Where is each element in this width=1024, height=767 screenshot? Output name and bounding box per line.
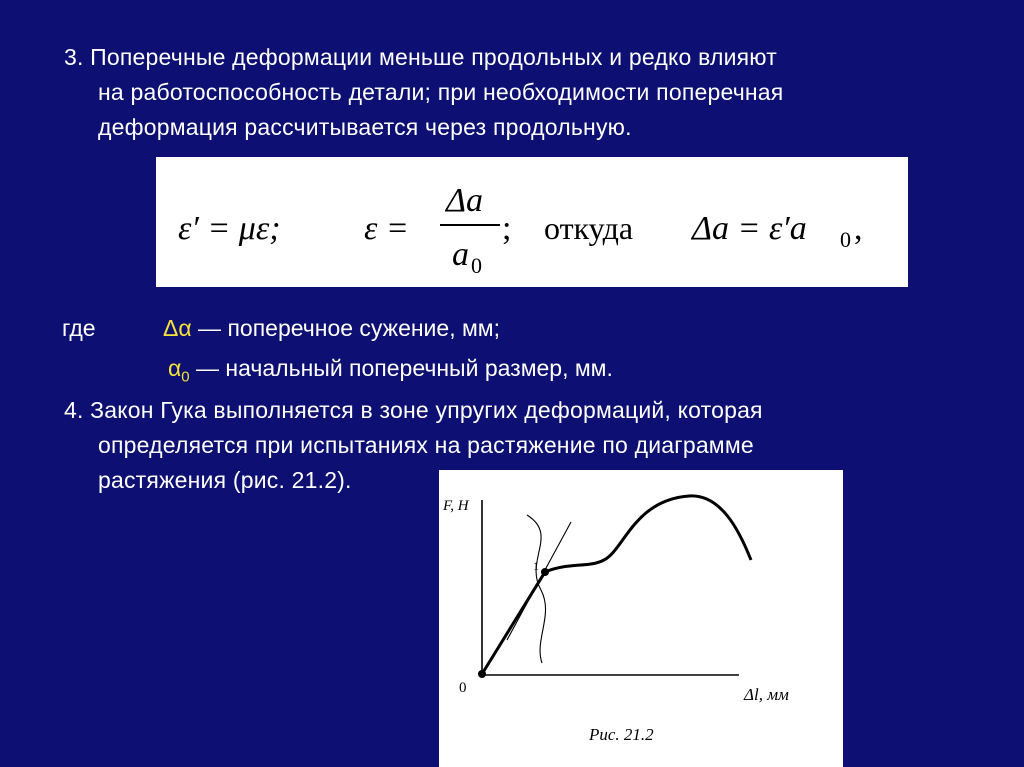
where-label: где — [62, 315, 96, 341]
formula-part-3: Δa = ε′a — [692, 210, 807, 247]
definition-2-symbol — [168, 355, 190, 386]
figure-21-2 — [439, 470, 843, 767]
y-axis-label: F, H — [443, 498, 469, 514]
origin-label: 0 — [459, 680, 467, 696]
origin-point — [478, 670, 486, 678]
paragraph-3-line-1: 3. Поперечные деформации меньше продольных и редко влияют — [64, 44, 777, 70]
definition-2-text: — начальный поперечный размер, мм. — [189, 355, 613, 381]
paragraph-3-line-2: на работоспособность детали; при необходимости поперечная — [98, 79, 784, 105]
formula-semicolon: ; — [502, 210, 512, 247]
point-label: 1 — [533, 559, 539, 573]
figure-caption: Рис. 21.2 — [589, 725, 654, 744]
tension-diagram — [439, 470, 843, 767]
formula — [156, 157, 908, 287]
formula-part-1: ε′ = με; — [178, 210, 281, 247]
x-axis-label: Δl, мм — [744, 685, 789, 704]
formula-denominator-sub: 0 — [471, 253, 482, 278]
definition-1-symbol: Δα — [163, 315, 192, 341]
paragraph-4-line-1: 4. Закон Гука выполняется в зоне упругих деформаций, которая — [64, 397, 763, 423]
paragraph-3-line-3: деформация рассчитывается через продольную. — [98, 114, 632, 140]
paragraph-3 — [64, 40, 783, 145]
formula-box — [156, 157, 908, 287]
definition-2-symbol-main: α — [168, 355, 182, 381]
formula-part-3-sub: 0 — [840, 227, 851, 252]
proportional-limit-point — [541, 568, 549, 576]
formula-epsilon: ε = — [364, 210, 409, 247]
formula-part-3-end: , — [854, 210, 863, 247]
paragraph-4-line-3: растяжения (рис. 21.2). — [98, 467, 352, 493]
tension-curve — [482, 496, 751, 674]
formula-numerator: Δa — [446, 182, 483, 219]
tangent-line — [507, 522, 571, 640]
definition-2 — [168, 351, 613, 395]
formula-denominator: a — [452, 236, 469, 273]
definition-1 — [163, 311, 500, 346]
definition-2-symbol-sub: 0 — [181, 368, 190, 386]
definition-1-text: — поперечное сужение, мм; — [191, 315, 500, 341]
formula-word: откуда — [544, 210, 634, 246]
paragraph-4-line-2: определяется при испытаниях на растяжение по диаграмме — [98, 432, 754, 458]
